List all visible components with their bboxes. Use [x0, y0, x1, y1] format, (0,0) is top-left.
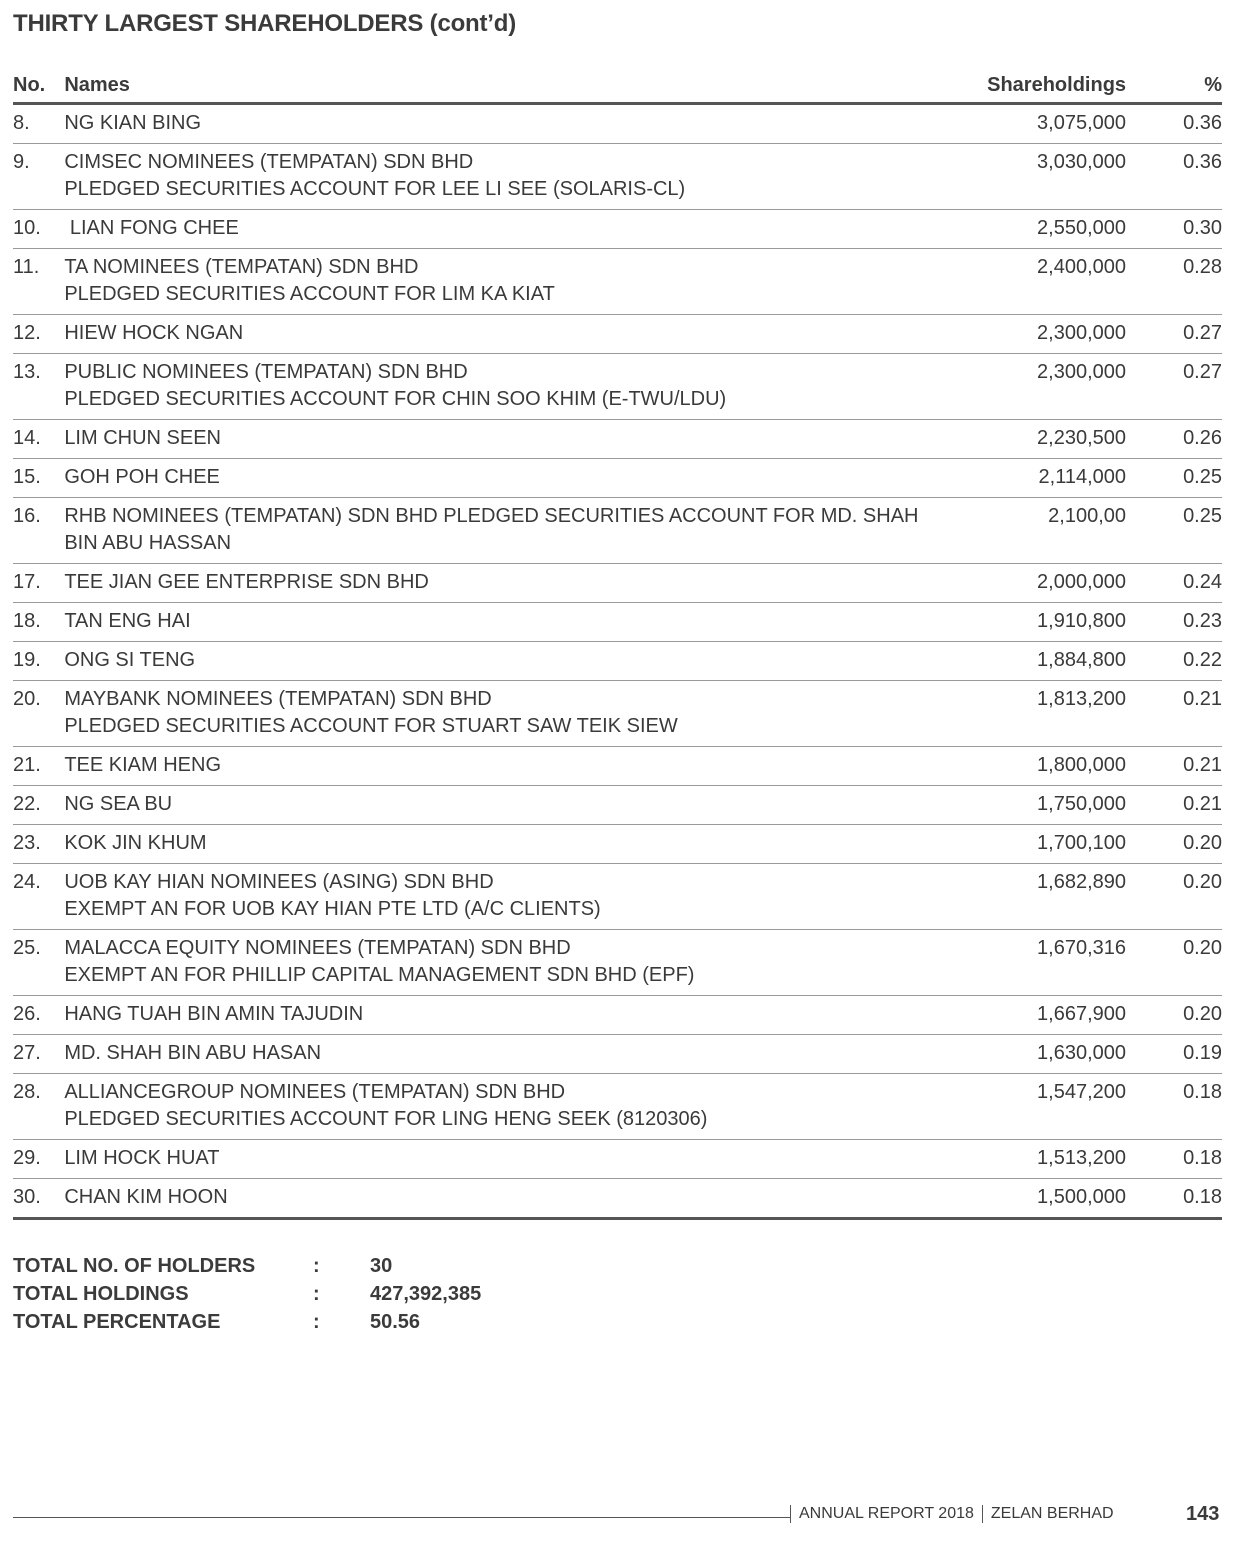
table-row	[13, 144, 1222, 210]
percent-value: 0.25	[1126, 459, 1222, 498]
percent-value: 0.20	[1126, 930, 1222, 996]
table-row	[13, 210, 1222, 249]
footer-divider	[790, 1505, 791, 1523]
shareholder-name	[64, 642, 918, 681]
row-number: 22.	[13, 786, 64, 825]
shareholdings-value: 1,670,316	[918, 930, 1126, 996]
percent-value: 0.18	[1126, 1074, 1222, 1140]
percent-value: 0.23	[1126, 603, 1222, 642]
percent-value: 0.21	[1126, 681, 1222, 747]
total-holdings-row	[13, 1283, 713, 1311]
row-number: 18.	[13, 603, 64, 642]
shareholder-name	[64, 1074, 918, 1140]
shareholdings-value: 2,230,500	[918, 420, 1126, 459]
table-row	[13, 825, 1222, 864]
name-line: CHAN KIM HOON	[64, 1186, 228, 1208]
name-line: PUBLIC NOMINEES (TEMPATAN) SDN BHD	[64, 361, 468, 383]
name-line: HIEW HOCK NGAN	[64, 322, 244, 344]
shareholder-name	[64, 315, 918, 354]
table-row	[13, 996, 1222, 1035]
table-row	[13, 681, 1222, 747]
shareholdings-value: 1,910,800	[918, 603, 1126, 642]
table-row	[13, 1179, 1222, 1219]
name-line: CIMSEC NOMINEES (TEMPATAN) SDN BHD	[64, 151, 474, 173]
shareholdings-value: 1,500,000	[918, 1179, 1126, 1219]
shareholder-name	[64, 498, 918, 564]
percent-value: 0.36	[1126, 104, 1222, 144]
table-row	[13, 315, 1222, 354]
shareholdings-value: 2,300,000	[918, 354, 1126, 420]
header-shareholdings: Shareholdings	[918, 70, 1126, 104]
row-number: 29.	[13, 1140, 64, 1179]
footer	[790, 1505, 1114, 1523]
total-colon: :	[313, 1255, 320, 1277]
name-line: KOK JIN KHUM	[64, 832, 207, 854]
row-number: 28.	[13, 1074, 64, 1140]
row-number: 9.	[13, 144, 64, 210]
name-line: BIN ABU HASSAN	[64, 532, 232, 554]
shareholdings-value: 1,547,200	[918, 1074, 1126, 1140]
name-line: PLEDGED SECURITIES ACCOUNT FOR STUART SAW TEIK SIEW	[64, 715, 678, 737]
table-body	[13, 104, 1222, 1219]
table-row	[13, 642, 1222, 681]
percent-value: 0.20	[1126, 996, 1222, 1035]
shareholder-name	[64, 1140, 918, 1179]
row-number: 30.	[13, 1179, 64, 1219]
shareholdings-value: 1,750,000	[918, 786, 1126, 825]
row-number: 10.	[13, 210, 64, 249]
header-percent: %	[1126, 70, 1222, 104]
total-label: TOTAL PERCENTAGE	[13, 1311, 221, 1333]
percent-value: 0.20	[1126, 864, 1222, 930]
row-number: 25.	[13, 930, 64, 996]
row-number: 17.	[13, 564, 64, 603]
percent-value: 0.19	[1126, 1035, 1222, 1074]
name-line: PLEDGED SECURITIES ACCOUNT FOR LEE LI SEE (SOLARIS-CL)	[64, 178, 686, 200]
row-number: 23.	[13, 825, 64, 864]
shareholdings-value: 1,682,890	[918, 864, 1126, 930]
table-row	[13, 498, 1222, 564]
footer-rule	[13, 1517, 791, 1518]
percent-value: 0.27	[1126, 315, 1222, 354]
table-row	[13, 564, 1222, 603]
row-number: 11.	[13, 249, 64, 315]
shareholder-name	[64, 459, 918, 498]
name-line: PLEDGED SECURITIES ACCOUNT FOR LING HENG SEEK (8120306)	[64, 1108, 708, 1130]
name-line: LIAN FONG CHEE	[64, 217, 239, 239]
percent-value: 0.20	[1126, 825, 1222, 864]
name-line: UOB KAY HIAN NOMINEES (ASING) SDN BHD	[64, 871, 494, 893]
percent-value: 0.24	[1126, 564, 1222, 603]
percent-value: 0.27	[1126, 354, 1222, 420]
row-number: 24.	[13, 864, 64, 930]
shareholdings-value: 2,550,000	[918, 210, 1126, 249]
name-line: TA NOMINEES (TEMPATAN) SDN BHD	[64, 256, 419, 278]
name-line: PLEDGED SECURITIES ACCOUNT FOR CHIN SOO KHIM (E-TWU/LDU)	[64, 388, 727, 410]
shareholder-name	[64, 825, 918, 864]
shareholder-name	[64, 144, 918, 210]
shareholder-name	[64, 420, 918, 459]
table-row	[13, 249, 1222, 315]
shareholders-table	[13, 70, 1222, 1220]
name-line: MALACCA EQUITY NOMINEES (TEMPATAN) SDN BHD	[64, 937, 571, 959]
shareholder-name	[64, 864, 918, 930]
percent-value: 0.25	[1126, 498, 1222, 564]
shareholder-name	[64, 564, 918, 603]
percent-value: 0.36	[1126, 144, 1222, 210]
row-number: 27.	[13, 1035, 64, 1074]
percent-value: 0.18	[1126, 1179, 1222, 1219]
shareholdings-value: 1,513,200	[918, 1140, 1126, 1179]
page-number: 143	[1186, 1503, 1220, 1525]
percent-value: 0.28	[1126, 249, 1222, 315]
footer-company: ZELAN BERHAD	[990, 1505, 1114, 1523]
shareholder-name	[64, 1035, 918, 1074]
shareholder-name	[64, 996, 918, 1035]
footer-divider	[982, 1505, 983, 1523]
shareholdings-value: 1,800,000	[918, 747, 1126, 786]
total-value: 427,392,385	[370, 1283, 482, 1305]
shareholdings-value: 1,700,100	[918, 825, 1126, 864]
shareholdings-value: 2,114,000	[918, 459, 1126, 498]
shareholdings-value: 3,075,000	[918, 104, 1126, 144]
total-colon: :	[313, 1311, 320, 1333]
name-line: RHB NOMINEES (TEMPATAN) SDN BHD PLEDGED SECURITIES ACCOUNT FOR MD. SHAH	[64, 505, 919, 527]
table-row	[13, 104, 1222, 144]
shareholder-name	[64, 930, 918, 996]
row-number: 15.	[13, 459, 64, 498]
percent-value: 0.18	[1126, 1140, 1222, 1179]
row-number: 19.	[13, 642, 64, 681]
percent-value: 0.26	[1126, 420, 1222, 459]
row-number: 20.	[13, 681, 64, 747]
name-line: MD. SHAH BIN ABU HASAN	[64, 1042, 322, 1064]
table-row	[13, 1035, 1222, 1074]
percent-value: 0.22	[1126, 642, 1222, 681]
shareholdings-value: 1,630,000	[918, 1035, 1126, 1074]
name-line: MAYBANK NOMINEES (TEMPATAN) SDN BHD	[64, 688, 492, 710]
total-label: TOTAL HOLDINGS	[13, 1283, 189, 1305]
table-row	[13, 864, 1222, 930]
header-names: Names	[64, 70, 918, 104]
table-header-row	[13, 70, 1222, 104]
page-title: THIRTY LARGEST SHAREHOLDERS (cont’d)	[13, 10, 517, 37]
name-line: EXEMPT AN FOR UOB KAY HIAN PTE LTD (A/C CLIENTS)	[64, 898, 601, 920]
shareholdings-value: 1,813,200	[918, 681, 1126, 747]
table-row	[13, 354, 1222, 420]
shareholder-name	[64, 1179, 918, 1219]
table-row	[13, 603, 1222, 642]
shareholder-name	[64, 210, 918, 249]
shareholdings-value: 3,030,000	[918, 144, 1126, 210]
table-row	[13, 420, 1222, 459]
shareholder-name	[64, 354, 918, 420]
percent-value: 0.21	[1126, 786, 1222, 825]
name-line: TEE KIAM HENG	[64, 754, 222, 776]
total-colon: :	[313, 1283, 320, 1305]
percent-value: 0.30	[1126, 210, 1222, 249]
total-percentage-row	[13, 1311, 713, 1339]
row-number: 8.	[13, 104, 64, 144]
totals-block	[13, 1255, 713, 1339]
shareholdings-value: 2,400,000	[918, 249, 1126, 315]
shareholder-name	[64, 249, 918, 315]
footer-report: ANNUAL REPORT 2018	[799, 1505, 974, 1523]
total-value: 30	[370, 1255, 393, 1277]
name-line: TAN ENG HAI	[64, 610, 191, 632]
shareholdings-value: 1,884,800	[918, 642, 1126, 681]
name-line: GOH POH CHEE	[64, 466, 220, 488]
shareholdings-value: 1,667,900	[918, 996, 1126, 1035]
row-number: 13.	[13, 354, 64, 420]
shareholdings-value: 2,000,000	[918, 564, 1126, 603]
row-number: 26.	[13, 996, 64, 1035]
name-line: PLEDGED SECURITIES ACCOUNT FOR LIM KA KIAT	[64, 283, 555, 305]
name-line: NG SEA BU	[64, 793, 173, 815]
shareholder-name	[64, 603, 918, 642]
shareholdings-value: 2,300,000	[918, 315, 1126, 354]
row-number: 14.	[13, 420, 64, 459]
shareholder-name	[64, 747, 918, 786]
table-row	[13, 1140, 1222, 1179]
row-number: 12.	[13, 315, 64, 354]
name-line: LIM HOCK HUAT	[64, 1147, 220, 1169]
shareholder-name	[64, 786, 918, 825]
total-holders-row	[13, 1255, 713, 1283]
total-label: TOTAL NO. OF HOLDERS	[13, 1255, 256, 1277]
table-row	[13, 786, 1222, 825]
name-line: ONG SI TENG	[64, 649, 196, 671]
percent-value: 0.21	[1126, 747, 1222, 786]
table-row	[13, 930, 1222, 996]
shareholder-name	[64, 104, 918, 144]
table-row	[13, 1074, 1222, 1140]
row-number: 21.	[13, 747, 64, 786]
shareholdings-value: 2,100,00	[918, 498, 1126, 564]
shareholder-name	[64, 681, 918, 747]
name-line: TEE JIAN GEE ENTERPRISE SDN BHD	[64, 571, 429, 593]
name-line: HANG TUAH BIN AMIN TAJUDIN	[64, 1003, 364, 1025]
name-line: LIM CHUN SEEN	[64, 427, 222, 449]
name-line: NG KIAN BING	[64, 112, 202, 134]
table-row	[13, 747, 1222, 786]
name-line: EXEMPT AN FOR PHILLIP CAPITAL MANAGEMENT SDN BHD (EPF)	[64, 964, 695, 986]
table-row	[13, 459, 1222, 498]
header-no: No.	[13, 70, 64, 104]
row-number: 16.	[13, 498, 64, 564]
total-value: 50.56	[370, 1311, 421, 1333]
name-line: ALLIANCEGROUP NOMINEES (TEMPATAN) SDN BHD	[64, 1081, 566, 1103]
